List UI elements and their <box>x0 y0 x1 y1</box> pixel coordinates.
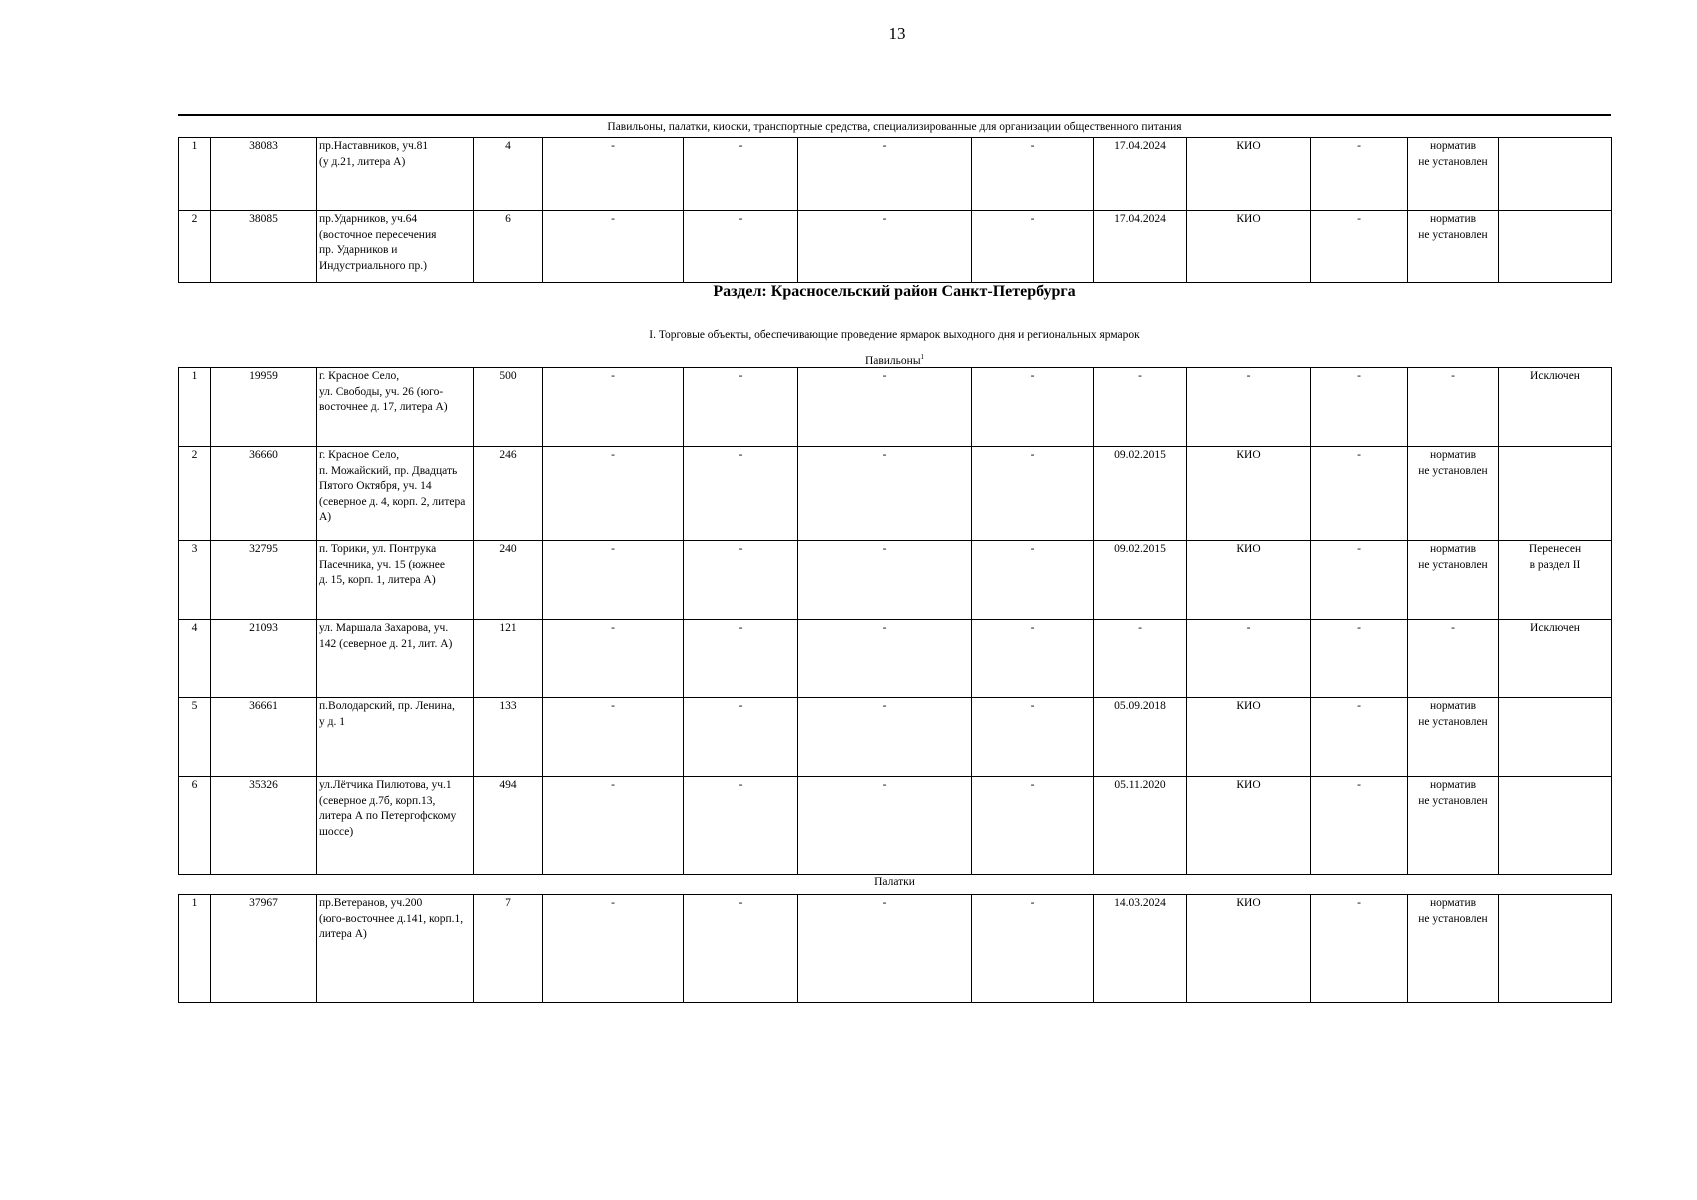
cell-note <box>1499 777 1612 875</box>
cell-organization: КИО <box>1187 138 1311 211</box>
cell-col6: - <box>684 138 798 211</box>
cell-row-number: 6 <box>179 777 211 875</box>
cell-note <box>1499 447 1612 541</box>
cell-object-id: 35326 <box>211 777 317 875</box>
cell-col6: - <box>684 777 798 875</box>
cell-col11: - <box>1311 368 1408 447</box>
cell-col7: - <box>798 620 972 698</box>
cell-col5: - <box>543 541 684 620</box>
cell-col7: - <box>798 698 972 777</box>
cell-norm: норматив не установлен <box>1408 138 1499 211</box>
cell-col5: - <box>543 777 684 875</box>
cell-date: 17.04.2024 <box>1094 211 1187 283</box>
cell-date: 09.02.2015 <box>1094 541 1187 620</box>
cell-date: 14.03.2024 <box>1094 895 1187 1003</box>
cell-organization: - <box>1187 368 1311 447</box>
cell-col5: - <box>543 368 684 447</box>
cell-col7: - <box>798 138 972 211</box>
subsection-title: I. Торговые объекты, обеспечивающие проведение ярмарок выходного дня и региональных ярмарок <box>649 329 1140 341</box>
cell-col11: - <box>1311 620 1408 698</box>
cell-object-id: 38083 <box>211 138 317 211</box>
cell-col11: - <box>1311 541 1408 620</box>
cell-address: ул.Лётчика Пилютова, уч.1 (северное д.7б, корп.13, литера А по Петергофскому шоссе) <box>317 777 474 875</box>
cell-organization: КИО <box>1187 777 1311 875</box>
cell-area: 240 <box>474 541 543 620</box>
table-row <box>179 777 1612 875</box>
table-row <box>179 447 1612 541</box>
cell-date: - <box>1094 368 1187 447</box>
cell-note <box>1499 211 1612 283</box>
cell-col5: - <box>543 895 684 1003</box>
cell-norm: норматив не установлен <box>1408 895 1499 1003</box>
group-pavilions-label: Павильоны <box>864 354 921 367</box>
cell-address: г. Красное Село, ул. Свободы, уч. 26 (юго- восточнее д. 17, литера А) <box>317 368 474 447</box>
cell-area: 4 <box>474 138 543 211</box>
table-tents <box>178 894 1612 1003</box>
cell-col8: - <box>972 620 1094 698</box>
cell-address: пр.Ударников, уч.64 (восточное пересечения пр. Ударников и Индустриального пр.) <box>317 211 474 283</box>
table-row <box>179 698 1612 777</box>
cell-organization: - <box>1187 620 1311 698</box>
cell-object-id: 38085 <box>211 211 317 283</box>
cell-col6: - <box>684 698 798 777</box>
cell-norm: норматив не установлен <box>1408 777 1499 875</box>
cell-note <box>1499 138 1612 211</box>
cell-row-number: 3 <box>179 541 211 620</box>
cell-col5: - <box>543 447 684 541</box>
table-a-caption: Павильоны, палатки, киоски, транспортные средства, специализированные для организации общественного питания <box>607 121 1182 133</box>
table-row <box>179 541 1612 620</box>
cell-col11: - <box>1311 777 1408 875</box>
table-row <box>179 895 1612 1003</box>
cell-norm: норматив не установлен <box>1408 211 1499 283</box>
cell-address: п.Володарский, пр. Ленина, у д. 1 <box>317 698 474 777</box>
cell-date: - <box>1094 620 1187 698</box>
cell-col6: - <box>684 895 798 1003</box>
cell-date: 05.11.2020 <box>1094 777 1187 875</box>
cell-col8: - <box>972 211 1094 283</box>
cell-col6: - <box>684 620 798 698</box>
cell-norm: норматив не установлен <box>1408 698 1499 777</box>
cell-address: пр.Ветеранов, уч.200 (юго-восточнее д.141, корп.1, литера А) <box>317 895 474 1003</box>
cell-col11: - <box>1311 211 1408 283</box>
cell-organization: КИО <box>1187 211 1311 283</box>
cell-col7: - <box>798 895 972 1003</box>
cell-col5: - <box>543 138 684 211</box>
cell-note <box>1499 895 1612 1003</box>
cell-object-id: 37967 <box>211 895 317 1003</box>
cell-col8: - <box>972 138 1094 211</box>
cell-note: Перенесен в раздел II <box>1499 541 1612 620</box>
cell-col7: - <box>798 447 972 541</box>
cell-col11: - <box>1311 447 1408 541</box>
cell-object-id: 36661 <box>211 698 317 777</box>
cell-note <box>1499 698 1612 777</box>
cell-col7: - <box>798 368 972 447</box>
cell-date: 05.09.2018 <box>1094 698 1187 777</box>
cell-area: 121 <box>474 620 543 698</box>
cell-row-number: 5 <box>179 698 211 777</box>
cell-col11: - <box>1311 698 1408 777</box>
cell-object-id: 19959 <box>211 368 317 447</box>
cell-norm: - <box>1408 368 1499 447</box>
footnote-marker: 1 <box>920 353 925 361</box>
cell-norm: норматив не установлен <box>1408 447 1499 541</box>
cell-col5: - <box>543 211 684 283</box>
group-tents-caption: Палатки <box>874 876 915 888</box>
cell-col11: - <box>1311 138 1408 211</box>
cell-organization: КИО <box>1187 541 1311 620</box>
cell-norm: - <box>1408 620 1499 698</box>
cell-col5: - <box>543 620 684 698</box>
cell-row-number: 1 <box>179 895 211 1003</box>
cell-row-number: 2 <box>179 447 211 541</box>
cell-area: 133 <box>474 698 543 777</box>
cell-area: 6 <box>474 211 543 283</box>
cell-organization: КИО <box>1187 447 1311 541</box>
cell-area: 246 <box>474 447 543 541</box>
cell-organization: КИО <box>1187 895 1311 1003</box>
cell-col11: - <box>1311 895 1408 1003</box>
cell-address: п. Торики, ул. Понтрука Пасечника, уч. 15 (южнее д. 15, корп. 1, литера А) <box>317 541 474 620</box>
page-number: 13 <box>888 24 906 43</box>
cell-col6: - <box>684 211 798 283</box>
section-title: Раздел: Красносельский район Санкт-Петербурга <box>713 283 1076 300</box>
cell-area: 7 <box>474 895 543 1003</box>
cell-col8: - <box>972 777 1094 875</box>
cell-col7: - <box>798 541 972 620</box>
cell-note: Исключен <box>1499 620 1612 698</box>
cell-address: пр.Наставников, уч.81 (у д.21, литера А) <box>317 138 474 211</box>
table-row <box>179 138 1612 211</box>
top-rule <box>178 114 1611 116</box>
cell-row-number: 1 <box>179 368 211 447</box>
cell-row-number: 1 <box>179 138 211 211</box>
cell-organization: КИО <box>1187 698 1311 777</box>
table-food-service <box>178 137 1612 283</box>
table-row <box>179 368 1612 447</box>
cell-row-number: 4 <box>179 620 211 698</box>
cell-object-id: 32795 <box>211 541 317 620</box>
cell-col6: - <box>684 447 798 541</box>
cell-object-id: 21093 <box>211 620 317 698</box>
cell-address: ул. Маршала Захарова, уч. 142 (северное д. 21, лит. А) <box>317 620 474 698</box>
cell-col6: - <box>684 541 798 620</box>
cell-col8: - <box>972 368 1094 447</box>
cell-col5: - <box>543 698 684 777</box>
cell-object-id: 36660 <box>211 447 317 541</box>
cell-note: Исключен <box>1499 368 1612 447</box>
cell-col8: - <box>972 541 1094 620</box>
cell-norm: норматив не установлен <box>1408 541 1499 620</box>
cell-col6: - <box>684 368 798 447</box>
cell-col7: - <box>798 777 972 875</box>
cell-col8: - <box>972 447 1094 541</box>
cell-date: 17.04.2024 <box>1094 138 1187 211</box>
table-pavilions <box>178 367 1612 875</box>
cell-col7: - <box>798 211 972 283</box>
table-row <box>179 211 1612 283</box>
cell-address: г. Красное Село, п. Можайский, пр. Двадцать Пятого Октября, уч. 14 (северное д. 4, корп. 2, литера А) <box>317 447 474 541</box>
table-row <box>179 620 1612 698</box>
group-pavilions-caption <box>178 350 1611 368</box>
cell-area: 494 <box>474 777 543 875</box>
cell-area: 500 <box>474 368 543 447</box>
cell-date: 09.02.2015 <box>1094 447 1187 541</box>
cell-col8: - <box>972 895 1094 1003</box>
cell-row-number: 2 <box>179 211 211 283</box>
cell-col8: - <box>972 698 1094 777</box>
